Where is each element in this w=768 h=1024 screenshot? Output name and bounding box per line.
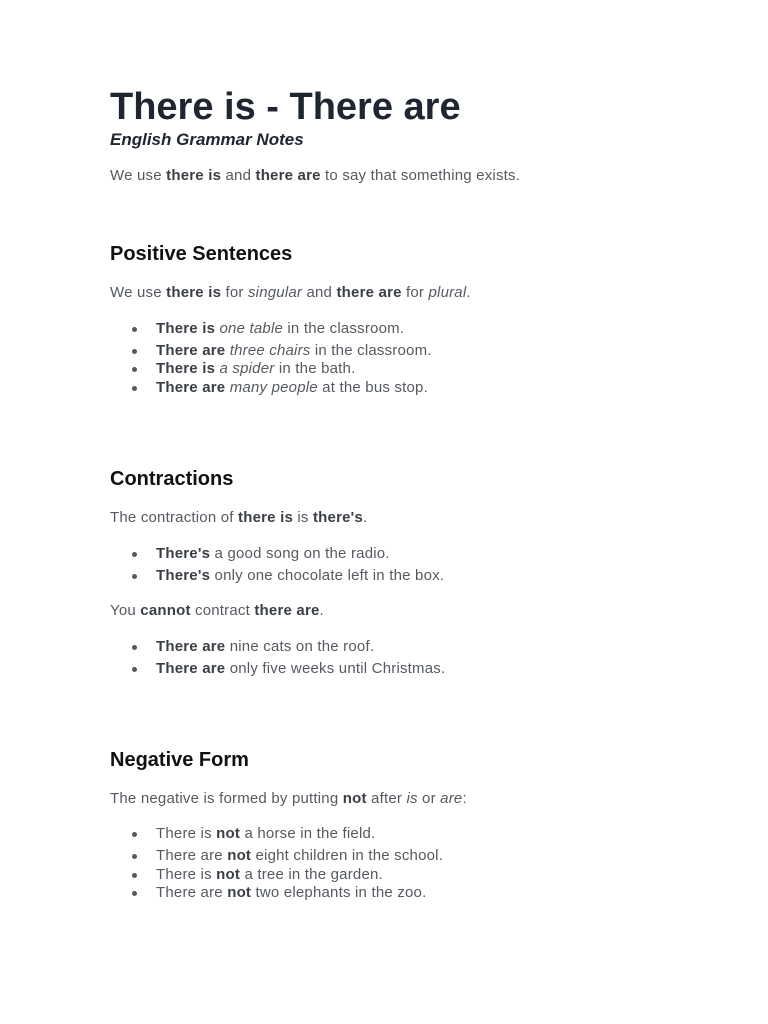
text-run: . xyxy=(319,602,324,619)
bold-term: There's xyxy=(156,567,211,584)
negative-paragraph xyxy=(110,789,467,809)
bold-term: there's xyxy=(312,509,363,526)
bold-term: there is xyxy=(166,167,222,184)
list-item xyxy=(156,378,428,398)
bullet-dot-icon xyxy=(132,367,137,372)
bold-term: not xyxy=(216,825,241,842)
text-run: There are xyxy=(156,884,228,901)
text-run: The negative is formed by putting xyxy=(110,790,343,807)
bold-term: There are xyxy=(156,379,226,396)
intro-paragraph xyxy=(110,166,520,186)
text-run: a tree in the garden. xyxy=(240,866,383,883)
text-run: for xyxy=(221,284,248,301)
italic-term: is xyxy=(406,790,418,807)
bold-term: there is xyxy=(238,509,294,526)
list-item xyxy=(156,883,426,903)
text-run: in the bath. xyxy=(274,360,356,377)
page-subtitle: English Grammar Notes xyxy=(110,130,304,149)
text-run: and xyxy=(302,284,337,301)
bold-term: cannot xyxy=(140,602,191,619)
text-run: at the bus stop. xyxy=(317,379,428,396)
list-item xyxy=(156,341,432,361)
bold-term: There is xyxy=(156,320,216,337)
bold-term: There is xyxy=(156,360,216,377)
list-item xyxy=(156,319,404,339)
text-run: in the classroom. xyxy=(310,342,432,359)
text-run: . xyxy=(362,509,368,526)
bold-term: not xyxy=(227,884,252,901)
italic-term: are xyxy=(440,790,463,807)
bold-term: not xyxy=(342,790,367,807)
italic-term: a spider xyxy=(219,360,275,377)
bullet-dot-icon xyxy=(132,832,137,837)
italic-term: plural xyxy=(428,284,467,301)
text-run: contract xyxy=(190,602,255,619)
list-item xyxy=(156,637,374,657)
bullet-dot-icon xyxy=(132,667,137,672)
bullet-dot-icon xyxy=(132,891,137,896)
text-run: is xyxy=(293,509,313,526)
bold-term: there are xyxy=(255,167,321,184)
text-run: in the classroom. xyxy=(283,320,405,337)
section-heading-contractions: Contractions xyxy=(110,468,234,490)
bullet-dot-icon xyxy=(132,552,137,557)
bold-term: not xyxy=(227,847,252,864)
text-run: There is xyxy=(156,866,217,883)
list-item xyxy=(156,824,375,844)
list-item xyxy=(156,865,383,885)
bold-term: There are xyxy=(156,660,226,677)
positive-paragraph xyxy=(110,283,471,303)
bold-term: there are xyxy=(336,284,402,301)
italic-term: singular xyxy=(247,284,303,301)
page-title: There is - There are xyxy=(110,86,461,128)
italic-term: many people xyxy=(229,379,318,396)
list-item xyxy=(156,566,444,586)
bold-term: there is xyxy=(166,284,222,301)
contractions-paragraph-2 xyxy=(110,601,324,621)
text-run: . xyxy=(466,284,471,301)
text-run: You xyxy=(110,602,141,619)
bold-term: There are xyxy=(156,342,226,359)
text-run: or xyxy=(417,790,441,807)
bold-term: not xyxy=(216,866,241,883)
section-heading-positive: Positive Sentences xyxy=(110,243,293,265)
text-run: for xyxy=(401,284,429,301)
bullet-dot-icon xyxy=(132,873,137,878)
text-run: There are xyxy=(156,847,228,864)
bullet-dot-icon xyxy=(132,386,137,391)
bullet-dot-icon xyxy=(132,327,137,332)
text-run: to say that something exists. xyxy=(320,167,521,184)
text-run: and xyxy=(221,167,256,184)
italic-term: three chairs xyxy=(229,342,311,359)
text-run: a good song on the radio. xyxy=(210,545,390,562)
bold-term: There's xyxy=(156,545,211,562)
italic-term: one table xyxy=(219,320,284,337)
bold-term: there are xyxy=(254,602,320,619)
bold-term: There are xyxy=(156,638,226,655)
list-item xyxy=(156,846,443,866)
bullet-dot-icon xyxy=(132,645,137,650)
text-run: eight children in the school. xyxy=(251,847,444,864)
text-run: only one chocolate left in the box. xyxy=(210,567,445,584)
bullet-dot-icon xyxy=(132,854,137,859)
text-run: We use xyxy=(110,284,167,301)
text-run: There is xyxy=(156,825,217,842)
bullet-dot-icon xyxy=(132,349,137,354)
text-run: only five weeks until Christmas. xyxy=(225,660,446,677)
list-item xyxy=(156,544,390,564)
text-run: a horse in the field. xyxy=(240,825,376,842)
contractions-paragraph xyxy=(110,508,367,528)
text-run: The contraction of xyxy=(110,509,239,526)
text-run: two elephants in the zoo. xyxy=(251,884,427,901)
list-item xyxy=(156,359,355,379)
bullet-dot-icon xyxy=(132,574,137,579)
section-heading-negative: Negative Form xyxy=(110,749,249,771)
list-item xyxy=(156,659,445,679)
text-run: nine cats on the roof. xyxy=(225,638,375,655)
text-run: We use xyxy=(110,167,167,184)
text-run: : xyxy=(462,790,467,807)
text-run: after xyxy=(366,790,407,807)
